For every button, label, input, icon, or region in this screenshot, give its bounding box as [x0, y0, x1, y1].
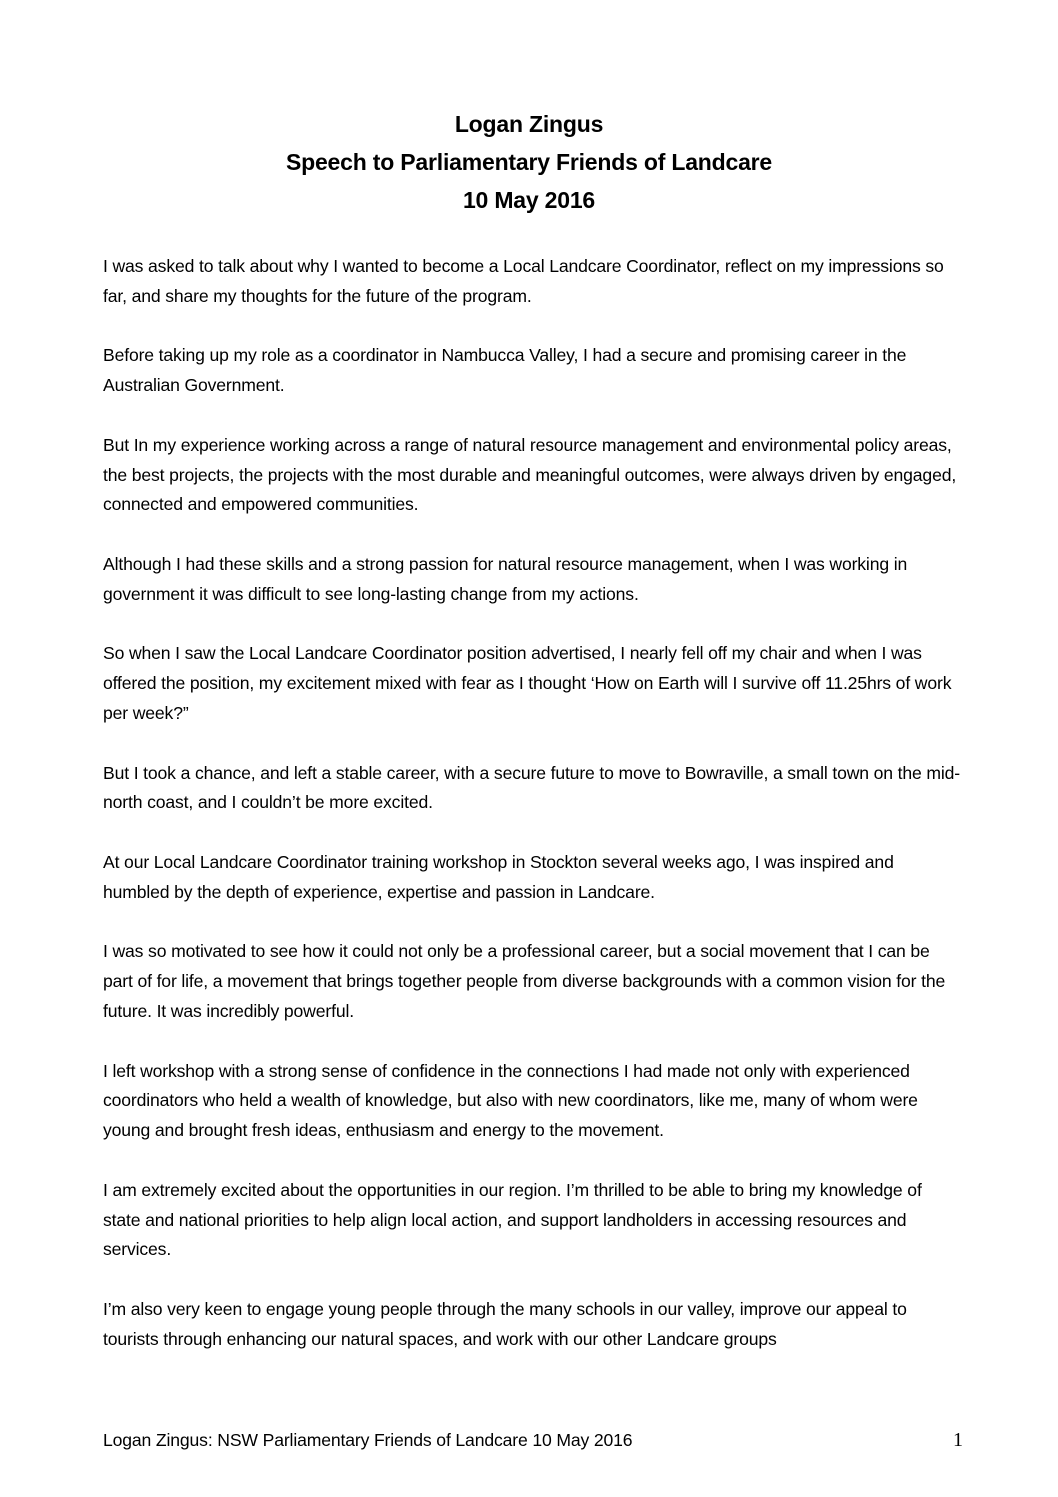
paragraph-9: I left workshop with a strong sense of confidence in the connections I had made not only with experienced coordinators who held a wealth of knowledge, but also with new coordinators, like me, many of whom were young and brought fresh ideas, enthusiasm and energy to the movement. [103, 1060, 918, 1141]
paragraph-2: Before taking up my role as a coordinator in Nambucca Valley, I had a secure and promising career in the Australian Government. [103, 345, 907, 396]
paragraph-1: I was asked to talk about why I wanted to become a Local Landcare Coordinator, reflect on my impressions so far, and share my thoughts for the future of the program. [103, 256, 944, 306]
document-body [103, 252, 963, 1384]
paragraph-5: So when I saw the Local Landcare Coordinator position advertised, I nearly fell off my chair and when I was offered the position, my excitement mixed with fear as I thought ‘How on Earth will I survive off 11.25hrs of work per week?” [103, 643, 952, 723]
footer-text: Logan Zingus: NSW Parliamentary Friends of Landcare 10 May 2016 [103, 1430, 633, 1450]
speaker-name: Logan Zingus [454, 111, 604, 137]
document-header [0, 105, 1058, 219]
speech-date: 10 May 2016 [462, 187, 596, 213]
page-number: 1 [953, 1429, 963, 1451]
paragraph-4: Although I had these skills and a strong passion for natural resource management, when I was working in government it was difficult to see long-lasting change from my actions. [103, 553, 908, 604]
page-footer [103, 1425, 963, 1455]
paragraph-7: At our Local Landcare Coordinator training workshop in Stockton several weeks ago, I was inspired and humbled by the depth of experience, expertise and passion in Landcare. [103, 851, 894, 902]
paragraph-8: I was so motivated to see how it could not only be a professional career, but a social movement that I can be part of for life, a movement that brings together people from diverse backgrounds with a common vision for the future. It was incredibly powerful. [103, 941, 946, 1021]
paragraph-10: I am extremely excited about the opportunities in our region. I’m thrilled to be able to bring my knowledge of state and national priorities to help align local action, and support landholders in accessing resources and services. [103, 1179, 922, 1260]
paragraph-11: I’m also very keen to engage young people through the many schools in our valley, improve our appeal to tourists through enhancing our natural spaces, and work with our other Landcare groups [103, 1298, 907, 1349]
paragraph-6: But I took a chance, and left a stable career, with a secure future to move to Bowraville, a small town on the mid-north coast, and I couldn’t be more excited. [103, 762, 961, 813]
paragraph-3: But In my experience working across a range of natural resource management and environmental policy areas, the best projects, the projects with the most durable and meaningful outcomes, were always driven by engaged, connected and empowered communities. [103, 434, 957, 515]
speech-title: Speech to Parliamentary Friends of Landcare [285, 149, 773, 175]
